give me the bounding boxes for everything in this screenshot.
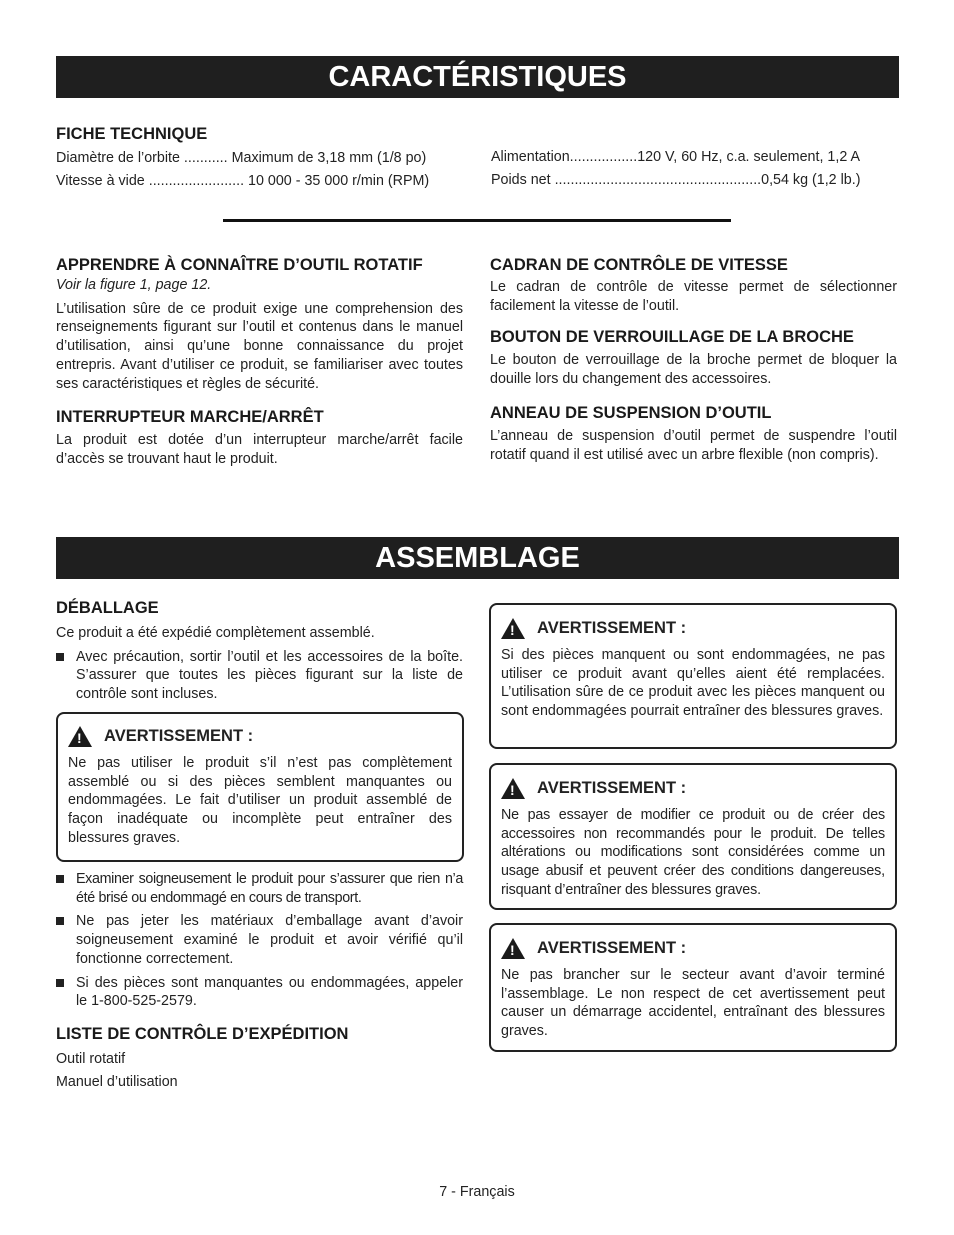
list-item: Ne pas jeter les matériaux d’emballage avant d’avoir soigneusement examiné le produit et avoir vérifié qu’il fonctionne correctement. [56, 912, 463, 968]
spec-orbit: Diamètre de l’orbite ........... Maximum de 3,18 mm (1/8 po) [56, 150, 427, 166]
deballage-heading: DÉBALLAGE [56, 599, 159, 617]
interrupteur-text: La produit est dotée d’un interrupteur marche/arrêt facile d’accès se trouvant haut le produit. [56, 432, 463, 467]
warning-text: Ne pas utiliser le produit s’il n’est pas complètement assemblé ou si des pièces semblent manquantes ou endommagées. Le fait d’utiliser un produit assemblé de façon inadéquate ou incomplète peut entraîner des blessures graves. [68, 755, 452, 846]
liste-item: Outil rotatif [56, 1050, 126, 1067]
deballage-section [56, 597, 463, 704]
warning-icon [501, 778, 525, 799]
apprendre-text: L’utilisation sûre de ce produit exige une comprehension des renseignements figurant sur l’outil et contenus dans le manuel d’utilisation, ainsi qu’une bonne connaissance du projet entrepris. Avant d’utiliser ce produit, se familiariser avec toutes ses caractéristiques et règles de sécurité. [56, 300, 463, 392]
anneau-heading: ANNEAU DE SUSPENSION D’OUTIL [490, 403, 772, 422]
bouton-heading: BOUTON DE VERROUILLAGE DE LA BROCHE [490, 328, 854, 347]
fiche-technique-right [491, 146, 901, 192]
liste-item: Manuel d’utilisation [56, 1073, 178, 1090]
bullet-icon [56, 648, 76, 704]
bullet-icon [56, 974, 76, 1011]
warning-icon [68, 726, 92, 747]
warning-box-1 [489, 603, 897, 749]
fiche-technique-left [56, 123, 476, 193]
liste-heading: LISTE DE CONTRÔLE D’EXPÉDITION [56, 1024, 349, 1043]
spec-speed: Vitesse à vide ........................ 10 000 - 35 000 r/min (RPM) [56, 173, 430, 189]
warning-title: ! AVERTISSEMENT : [501, 618, 885, 639]
section-divider [223, 219, 731, 222]
warning-title: ! AVERTISSEMENT : [501, 778, 885, 799]
warning-icon [501, 618, 525, 639]
list-item: Si des pièces sont manquantes ou endommagées, appeler le 1-800-525-2579. [56, 974, 463, 1011]
warning-text: Si des pièces manquent ou sont endommagées, ne pas utiliser ce produit avant qu’elles aient été remplacées. L’utilisation sûre de ce produit avec les pièces manquent ou sont endommagées pourrait entraîner des blessures graves. [501, 647, 885, 720]
features-left [56, 254, 463, 469]
deballage-intro: Ce produit a été expédié complètement assemblé. [56, 625, 375, 641]
bouton-text: Le bouton de verrouillage de la broche permet de bloquer la douille lors du changement des accessoires. [490, 352, 897, 388]
bullet-icon [56, 870, 76, 907]
warning-box-3 [489, 923, 897, 1052]
bullet-icon [56, 912, 76, 968]
list-item: Examiner soigneusement le produit pour s’assurer que rien n’a été brisé ou endommagé en cours de transport. [56, 870, 463, 907]
caracteristiques-banner: CARACTÉRISTIQUES [56, 56, 899, 98]
list-item: Avec précaution, sortir l’outil et les accessoires de la boîte. S’assurer que toutes les pièces figurant sur la liste de contrôle sont incluses. [56, 648, 463, 704]
page-footer: 7 - Français [439, 1184, 515, 1200]
deballage-bullets [56, 870, 463, 1094]
cadran-text: Le cadran de contrôle de vitesse permet de sélectionner facilement la vitesse de l’outil. [490, 279, 897, 314]
anneau-text: L’anneau de suspension d’outil permet de suspendre l’outil rotatif quand il est utilisé avec un arbre flexible (non compris). [490, 427, 897, 463]
warning-icon [501, 938, 525, 959]
spec-weight: Poids net ....................................................0,54 kg (1,2 lb.) [491, 172, 861, 188]
apprendre-note: Voir la figure 1, page 12. [56, 277, 212, 293]
fiche-technique-heading: FICHE TECHNIQUE [56, 125, 208, 143]
cadran-heading: CADRAN DE CONTRÔLE DE VITESSE [490, 256, 788, 274]
warning-title: ! AVERTISSEMENT : [68, 726, 452, 747]
warning-title: ! AVERTISSEMENT : [501, 938, 885, 959]
interrupteur-heading: INTERRUPTEUR MARCHE/ARRÊT [56, 408, 324, 427]
spec-power: Alimentation.................120 V, 60 Hz, c.a. seulement, 1,2 A [491, 149, 861, 165]
apprendre-heading: APPRENDRE À CONNAÎTRE D’OUTIL ROTATIF [56, 256, 423, 274]
warning-box-2 [489, 763, 897, 910]
warning-text: Ne pas essayer de modifier ce produit ou de créer des accessoires non recommandés pour le produit. De telles altérations ou modifications sont considérées comme un usage abusif et peuvent créer des conditions dangereuses, risquant d’entraîner des blessures graves. [501, 807, 885, 898]
deballage-warning-box [56, 712, 464, 862]
assemblage-banner: ASSEMBLAGE [56, 537, 899, 579]
warning-text: Ne pas brancher sur le secteur avant d’avoir terminé l’assemblage. Le non respect de cet avertissement peut causer un démarrage accidentel, entraînant des blessures graves. [501, 967, 885, 1040]
features-right [490, 254, 897, 464]
